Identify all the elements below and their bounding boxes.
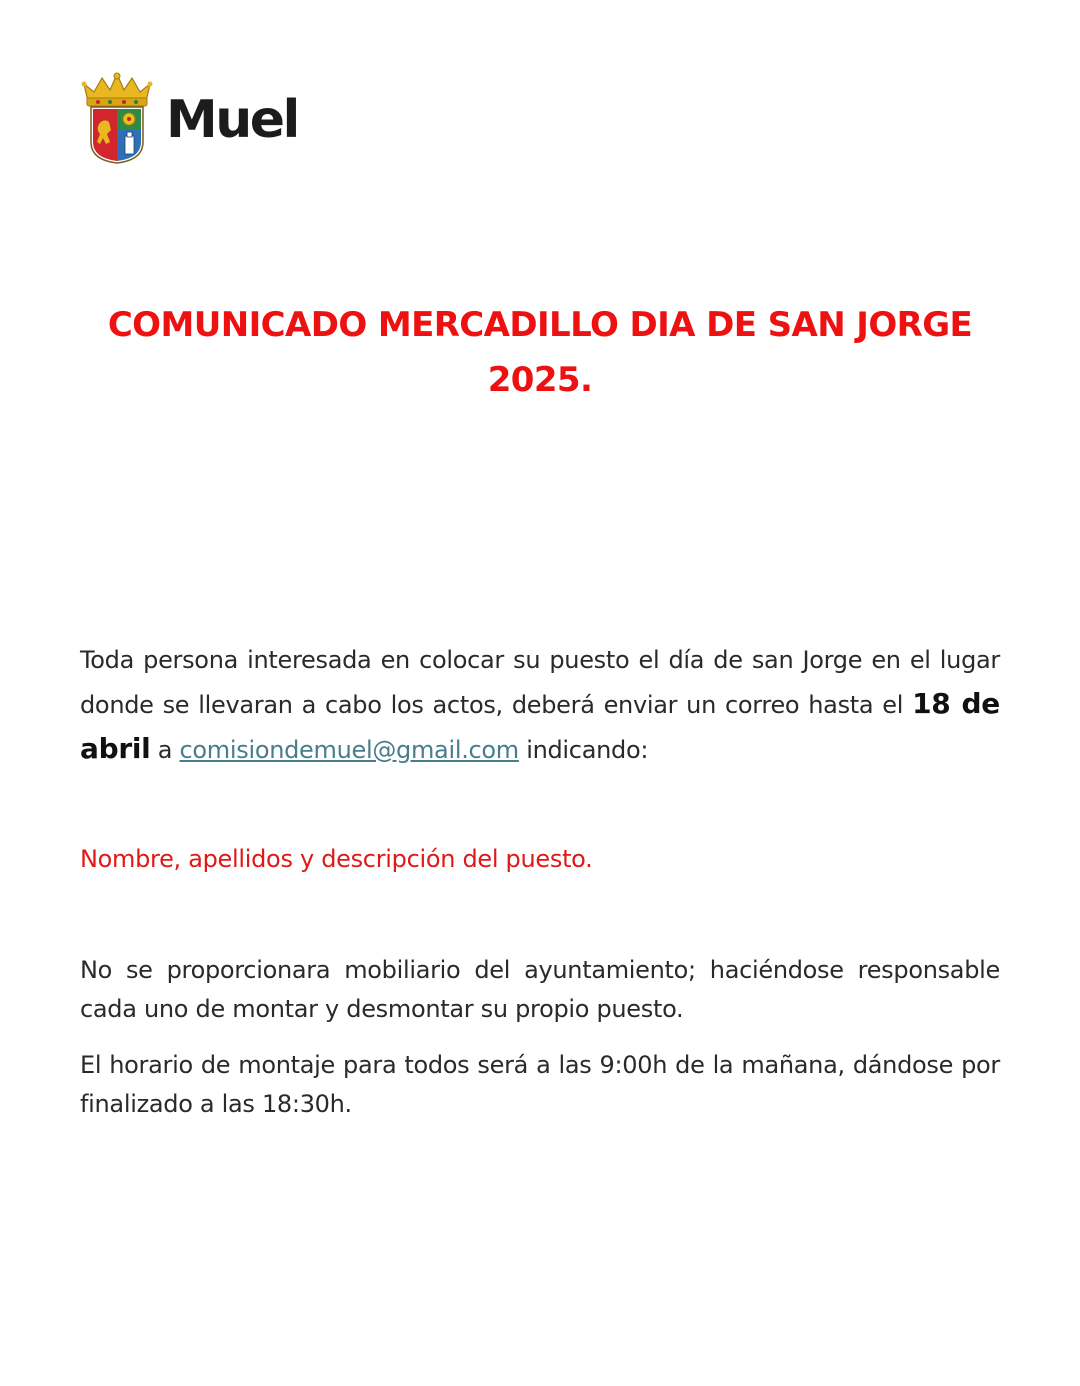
instructions-tail: indicando: <box>518 736 649 764</box>
furniture-notice: No se proporcionara mobiliario del ayuntamiento; haciéndose responsable cada uno de montar y desmontar su propio puesto. <box>80 956 1000 1023</box>
instructions-text: Toda persona interesada en colocar su puesto el día de san Jorge en el lugar donde se llevaran a cabo los actos, deberá enviar un correo hasta el <box>80 646 1000 719</box>
title-line-1: COMUNICADO MERCADILLO DIA DE SAN JORGE <box>107 305 973 345</box>
schedule-notice: El horario de montaje para todos será a las 9:00h de la mañana, dándose por finalizado a las 18:30h. <box>80 1051 1000 1118</box>
connector-text: a <box>150 736 180 764</box>
muel-coat-of-arms-icon <box>80 72 154 164</box>
brand-name: Muel <box>166 90 298 150</box>
requirement-text: Nombre, apellidos y descripción del puesto. <box>80 845 593 873</box>
page-header <box>80 72 298 164</box>
email-link[interactable]: comisiondemuel@gmail.com <box>179 736 519 764</box>
page-title <box>80 298 1000 408</box>
title-line-2: 2025. <box>487 360 593 400</box>
deadline-date: 18 de abril <box>80 687 1000 765</box>
instructions-paragraph <box>80 638 1000 772</box>
